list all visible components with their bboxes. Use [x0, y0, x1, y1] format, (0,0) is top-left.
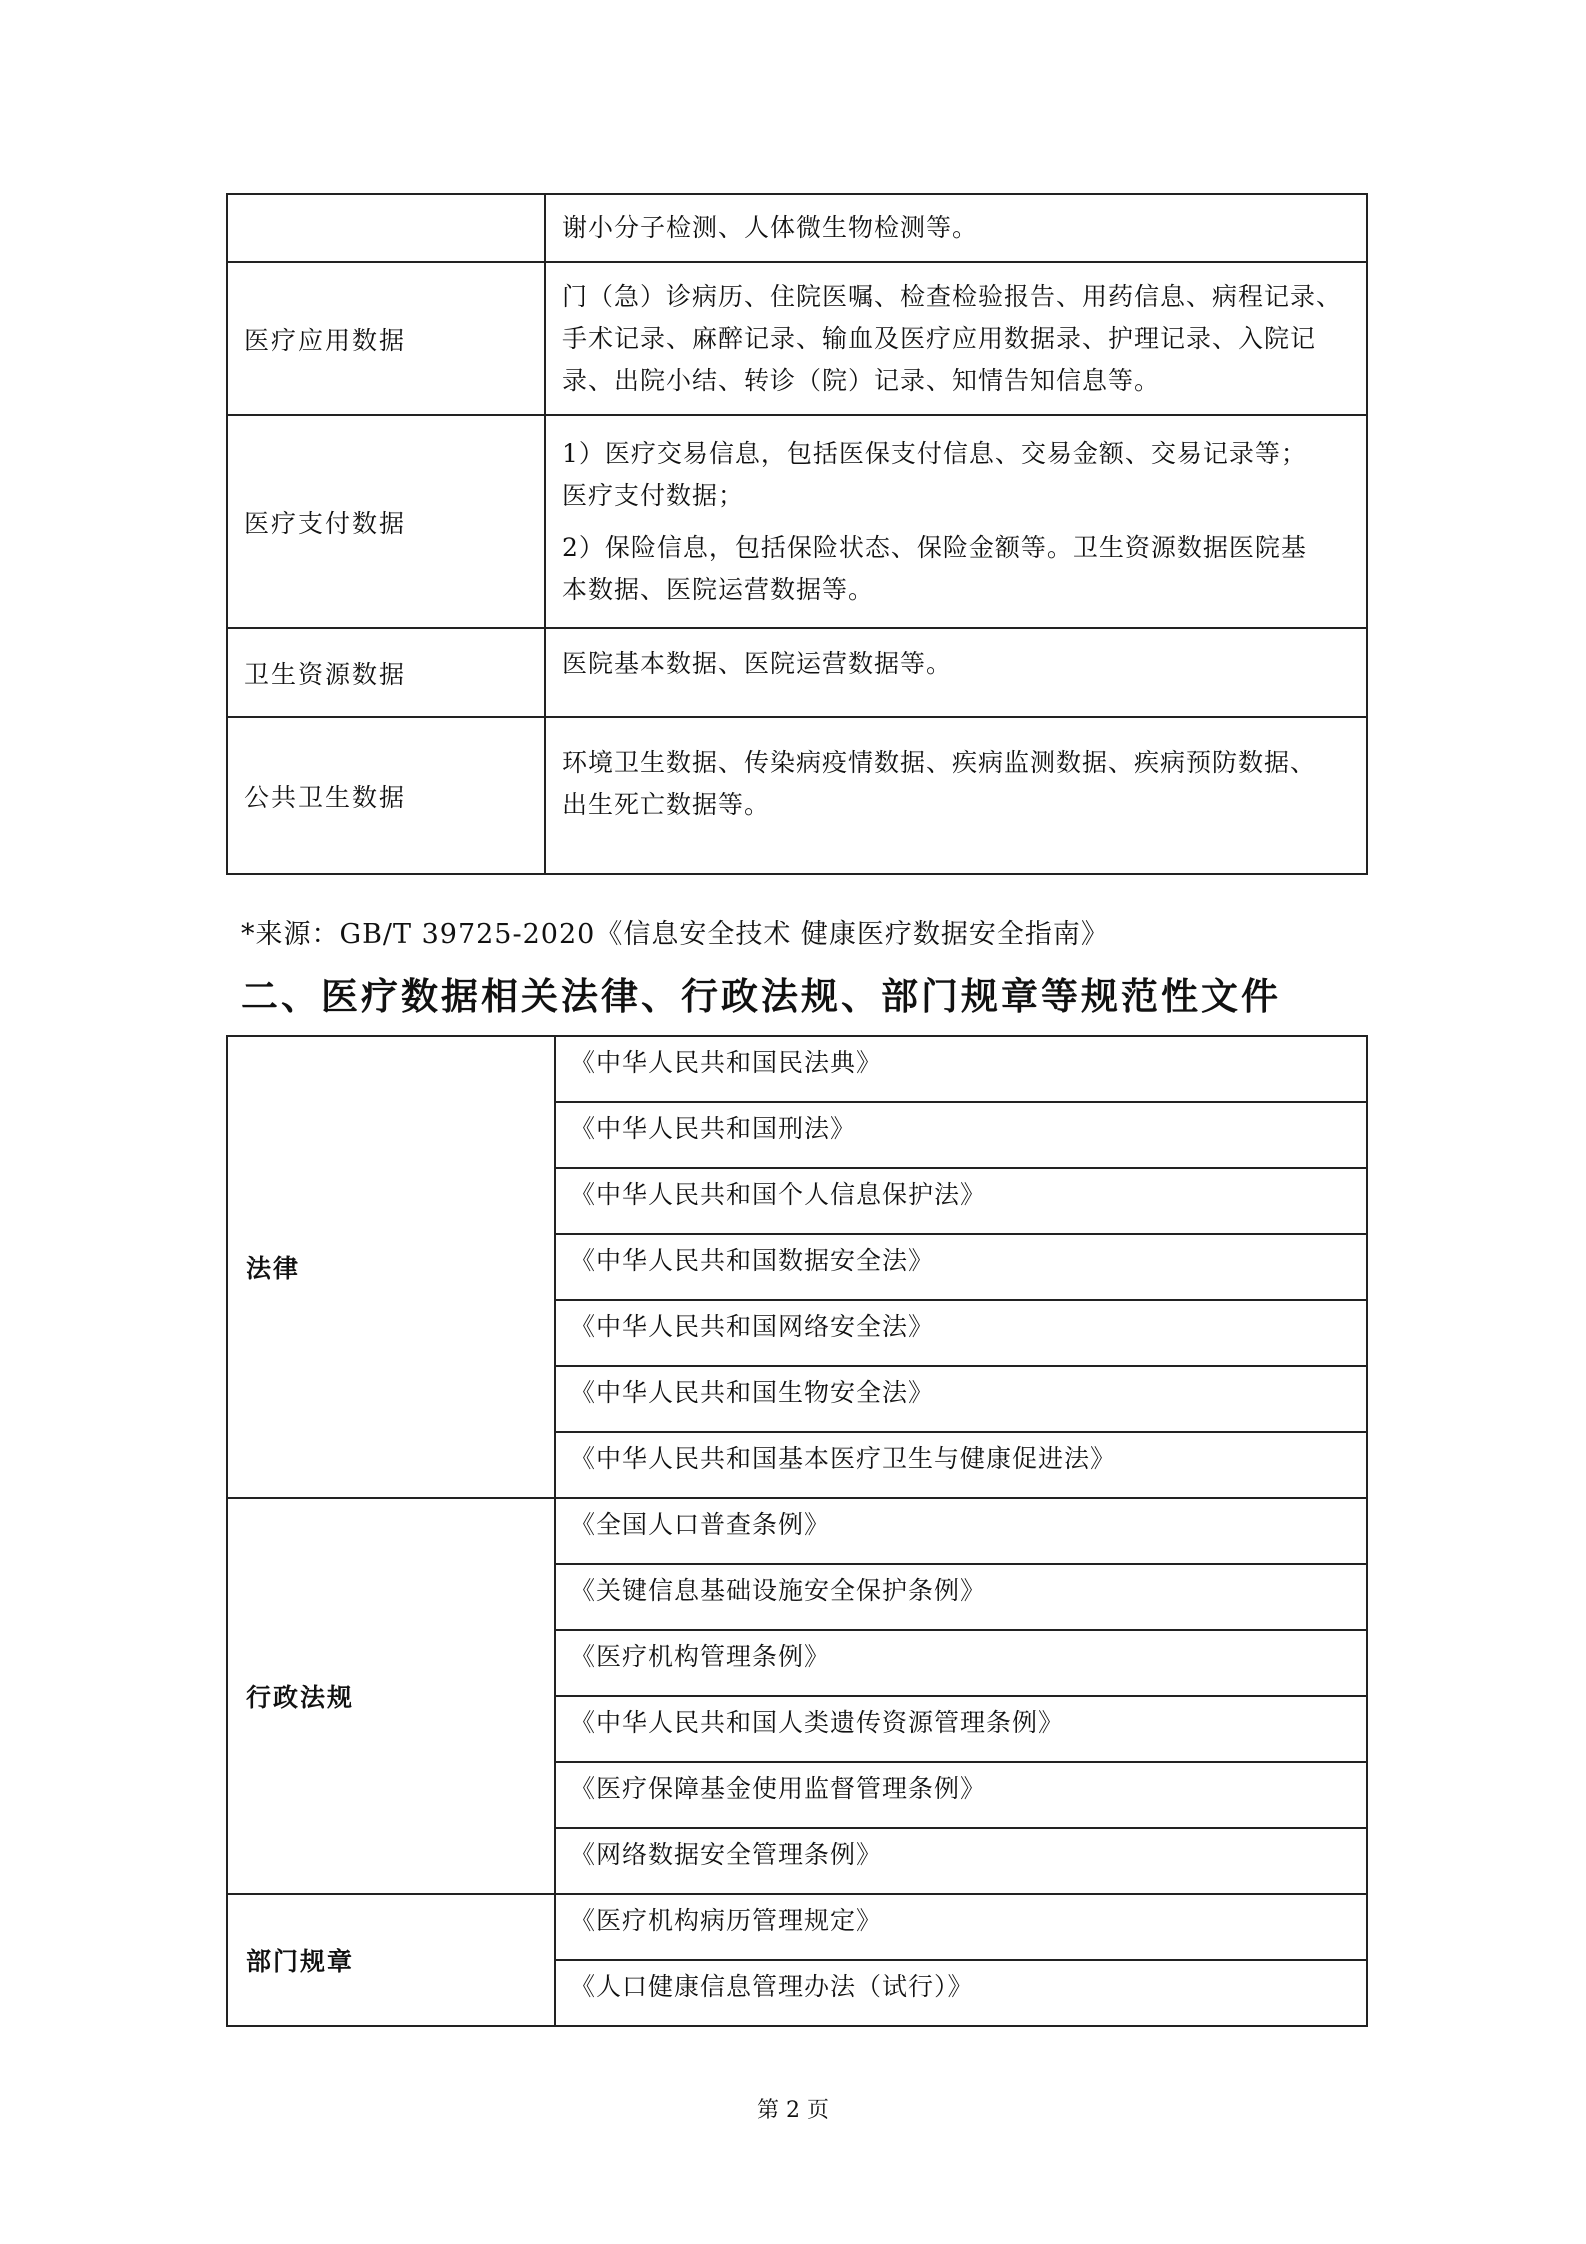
regulation-item: 《中华人民共和国数据安全法》: [555, 1234, 1367, 1300]
description-line: 手术记录、麻醉记录、输血及医疗应用数据录、护理记录、入院记: [562, 323, 1317, 353]
description-line: 医疗支付数据；: [562, 480, 745, 510]
regulation-item: 《全国人口普查条例》: [555, 1498, 1367, 1564]
description-cell: [545, 262, 1367, 415]
regulation-item: 《医疗机构病历管理规定》: [555, 1894, 1367, 1960]
regulation-item: 《医疗机构管理条例》: [555, 1630, 1367, 1696]
category-cell: 法律: [227, 1036, 555, 1498]
description-line: 本数据、医院运营数据等。: [562, 574, 875, 604]
description-cell: [545, 194, 1367, 262]
description-cell: [545, 628, 1367, 717]
page-number: 第 2 页: [757, 2098, 829, 2123]
regulation-item: 《中华人民共和国民法典》: [555, 1036, 1367, 1102]
category-cell: 部门规章: [227, 1894, 555, 2026]
description-cell: [545, 415, 1367, 628]
category-cell: [227, 194, 545, 262]
description-paragraph: [562, 433, 1352, 517]
regulation-item: 《中华人民共和国人类遗传资源管理条例》: [555, 1696, 1367, 1762]
description-line: 出生死亡数据等。: [562, 790, 771, 819]
regulation-item: 《医疗保障基金使用监督管理条例》: [555, 1762, 1367, 1828]
table-row: [227, 194, 1367, 262]
regulation-item: 《中华人民共和国网络安全法》: [555, 1300, 1367, 1366]
table-row: [227, 1894, 1367, 1960]
description-line: 录、出院小结、转诊（院）记录、知情告知信息等。: [562, 365, 1161, 395]
data-categories-table: [226, 193, 1368, 875]
description-line: 1）医疗交易信息，包括医保支付信息、交易金额、交易记录等；: [562, 438, 1307, 468]
regulation-item: 《中华人民共和国生物安全法》: [555, 1366, 1367, 1432]
category-cell: 行政法规: [227, 1498, 555, 1894]
category-cell: 医疗支付数据: [227, 415, 545, 628]
regulation-item: 《中华人民共和国个人信息保护法》: [555, 1168, 1367, 1234]
description-line: 谢小分子检测、人体微生物检测等。: [562, 213, 979, 242]
description-cell: [545, 717, 1367, 874]
regulation-item: 《中华人民共和国基本医疗卫生与健康促进法》: [555, 1432, 1367, 1498]
description-line: 2）保险信息，包括保险状态、保险金额等。卫生资源数据医院基: [562, 532, 1307, 562]
section-heading: 二、医疗数据相关法律、行政法规、部门规章等规范性文件: [241, 975, 1281, 1018]
regulation-item: 《人口健康信息管理办法（试行）》: [555, 1960, 1367, 2026]
description-line: 环境卫生数据、传染病疫情数据、疾病监测数据、疾病预防数据、: [562, 748, 1317, 777]
regulation-item: 《关键信息基础设施安全保护条例》: [555, 1564, 1367, 1630]
regulation-item: 《网络数据安全管理条例》: [555, 1828, 1367, 1894]
regulation-item: 《中华人民共和国刑法》: [555, 1102, 1367, 1168]
description-line: 门（急）诊病历、住院医嘱、检查检验报告、用药信息、病程记录、: [562, 281, 1343, 311]
table-row: [227, 1036, 1367, 1102]
table-row: [227, 717, 1367, 874]
table-row: [227, 415, 1367, 628]
description-line: 医院基本数据、医院运营数据等。: [562, 649, 953, 678]
description-paragraph: [562, 527, 1352, 611]
category-cell: 卫生资源数据: [227, 628, 545, 717]
regulations-table: [226, 1035, 1368, 2027]
category-cell: 公共卫生数据: [227, 717, 545, 874]
table-row: [227, 262, 1367, 415]
source-note: *来源：GB/T 39725-2020《信息安全技术 健康医疗数据安全指南》: [241, 919, 1109, 950]
table-row: [227, 1498, 1367, 1564]
table-row: [227, 628, 1367, 717]
category-cell: 医疗应用数据: [227, 262, 545, 415]
